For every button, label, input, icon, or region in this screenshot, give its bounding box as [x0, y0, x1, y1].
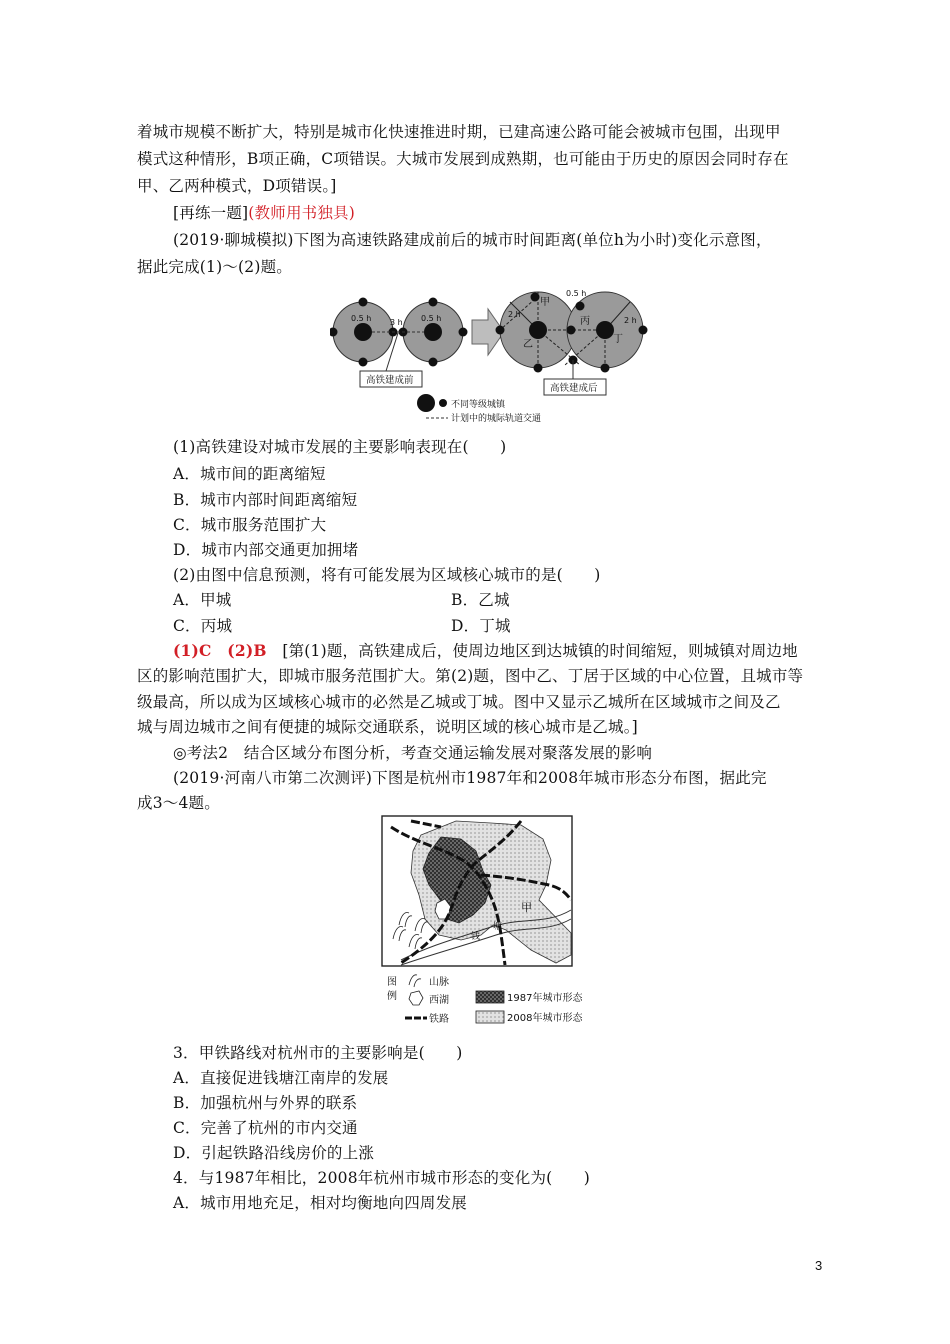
time-label: 3 h	[390, 318, 403, 327]
city-dot	[354, 323, 372, 341]
answer-line: 城与周边城市之间有便捷的城际交通联系，说明区域的核心城市是乙城。]	[137, 718, 638, 736]
q3-option-c: C．完善了杭州的市内交通	[173, 1119, 358, 1137]
before-label: 高铁建成前	[366, 375, 414, 386]
legend-lake-icon	[409, 991, 423, 1005]
label-tang: 塘	[493, 922, 503, 932]
answer-line	[173, 639, 798, 661]
answer-2: (2)B	[227, 641, 267, 660]
q3-stem: 3．甲铁路线对杭州市的主要影响是( )	[173, 1044, 463, 1062]
city-bing: 丙	[580, 316, 590, 327]
paragraph-line: 模式这种情形，B项正确，C项错误。大城市发展到成熟期，也可能由于历史的原因会同时存在	[137, 150, 789, 168]
practice-heading	[173, 201, 355, 223]
answer-line: 级最高，所以成为区域核心城市的必然是乙城或丁城。图中又显示乙城所在区域城市之间及乙	[137, 693, 781, 711]
legend-railway: 铁路	[429, 1014, 449, 1025]
legend-title: 图	[387, 977, 397, 988]
q2-option-d: D．丁城	[451, 617, 511, 635]
city-yi: 乙	[523, 339, 533, 350]
legend-rail: 计划中的城际轨道交通	[451, 414, 542, 424]
time-label: 2 h	[508, 310, 521, 319]
method-heading: ◎考法2 结合区域分布图分析，考查交通运输发展对聚落发展的影响	[173, 744, 653, 762]
q2-option-b: B．乙城	[451, 591, 510, 609]
q1-option-d: D．城市内部交通更加拥堵	[173, 541, 359, 559]
label-qian: 钱	[471, 932, 481, 942]
q2-option-c: C．丙城	[173, 617, 233, 635]
svg-text:2 h: 2 h	[624, 316, 637, 325]
city-jia: 甲	[540, 297, 550, 308]
page-number: 3	[815, 1258, 823, 1273]
question-intro: 成3～4题。	[137, 794, 220, 812]
q4-stem: 4．与1987年相比，2008年杭州市城市形态的变化为( )	[173, 1169, 591, 1187]
practice-label: [再练一题]	[173, 204, 249, 222]
city-ding: 丁	[613, 334, 623, 345]
teacher-tag: (教师用书独具)	[248, 204, 355, 222]
q2-stem: (2)由图中信息预测，将有可能发展为区域核心城市的是( )	[173, 566, 601, 584]
question-intro: (2019·河南八市第二次测评)下图是杭州市1987年和2008年城市形态分布图，据此完	[173, 769, 767, 787]
q1-option-a: A．城市间的距离缩短	[173, 465, 326, 483]
legend-mountain-icon	[409, 975, 421, 987]
paragraph-line: 甲、乙两种模式，D项错误。]	[137, 177, 337, 195]
question-intro: 据此完成(1)～(2)题。	[137, 258, 293, 276]
answer-explanation: [第(1)题，高铁建成后，使周边地区到达城镇的时间缩短，则城镇对周边地	[282, 642, 798, 660]
q3-option-d: D．引起铁路沿线房价的上涨	[173, 1144, 375, 1162]
answer-line: 区的影响范围扩大，即城市服务范围扩大。第(2)题，图中乙、丁居于区域的中心位置，且城市等	[137, 667, 804, 685]
legend-lake: 西湖	[429, 995, 449, 1006]
legend-1987-icon	[476, 991, 504, 1003]
legend-2008-icon	[476, 1011, 504, 1023]
svg-text:0.5 h: 0.5 h	[421, 314, 442, 323]
hsr-figure	[330, 287, 670, 427]
after-label: 高铁建成后	[550, 383, 598, 394]
q2-option-a: A．甲城	[173, 591, 232, 609]
paragraph-line: 着城市规模不断扩大，特别是城市化快速推进时期，已建高速公路可能会被城市包围，出现甲	[137, 123, 781, 141]
q4-option-a: A．城市用地充足，相对均衡地向四周发展	[173, 1194, 467, 1212]
hangzhou-map	[381, 815, 601, 1033]
legend-mountain: 山脉	[429, 977, 449, 988]
q1-option-c: C．城市服务范围扩大	[173, 516, 327, 534]
legend-towns: 不同等级城镇	[451, 400, 506, 410]
q1-stem: (1)高铁建设对城市发展的主要影响表现在( )	[173, 438, 507, 456]
q1-option-b: B．城市内部时间距离缩短	[173, 491, 358, 509]
label-jia: 甲	[521, 901, 532, 914]
time-label: 0.5 h	[351, 314, 372, 323]
legend-town-icon	[417, 394, 435, 412]
q3-option-a: A．直接促进钱塘江南岸的发展	[173, 1069, 389, 1087]
svg-text:例: 例	[387, 991, 397, 1002]
answer-1: (1)C	[173, 641, 212, 660]
svg-text:0.5 h: 0.5 h	[566, 289, 587, 298]
legend-1987: 1987年城市形态	[507, 993, 583, 1004]
q3-option-b: B．加强杭州与外界的联系	[173, 1094, 358, 1112]
question-intro: (2019·聊城模拟)下图为高速铁路建成前后的城市时间距离(单位h为小时)变化示意图，	[173, 231, 772, 249]
legend-2008: 2008年城市形态	[507, 1013, 583, 1024]
